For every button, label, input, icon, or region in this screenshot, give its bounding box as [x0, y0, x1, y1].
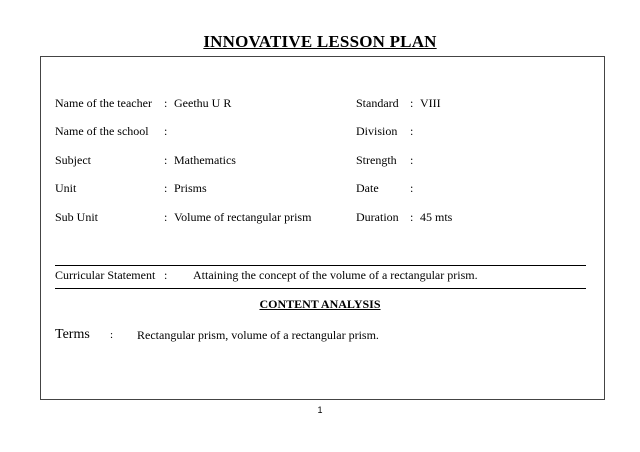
terms-label: Terms: [55, 327, 90, 342]
field-value: Prisms: [174, 181, 207, 195]
divider-top: [55, 265, 586, 266]
field-value-2: 45 mts: [420, 210, 453, 224]
field-label: Unit: [55, 181, 77, 195]
field-colon-2: :: [410, 153, 414, 167]
divider-bottom: [55, 288, 586, 289]
field-label-2: Strength: [356, 153, 397, 167]
field-label: Sub Unit: [55, 210, 99, 224]
page-number: 1: [317, 405, 323, 415]
field-label-2: Date: [356, 181, 379, 195]
field-colon: :: [164, 210, 168, 224]
field-colon-2: :: [410, 96, 414, 110]
field-colon-2: :: [410, 210, 414, 224]
field-colon: :: [164, 181, 168, 195]
curricular-label: Curricular Statement: [55, 268, 156, 282]
field-colon: :: [164, 124, 168, 138]
curricular-value: Attaining the concept of the volume of a rectangular prism.: [193, 268, 478, 282]
curricular-colon: :: [164, 268, 168, 282]
field-value: Mathematics: [174, 153, 236, 167]
field-label: Subject: [55, 153, 91, 167]
field-label-2: Duration: [356, 210, 399, 224]
field-colon: :: [164, 96, 168, 110]
content-analysis-heading: CONTENT ANALYSIS: [259, 297, 381, 311]
field-label: Name of the teacher: [55, 96, 152, 110]
field-label-2: Division: [356, 124, 398, 138]
field-value: Geethu U R: [174, 96, 232, 110]
terms-value: Rectangular prism, volume of a rectangular prism.: [137, 328, 379, 342]
terms-colon: :: [110, 329, 114, 341]
field-value: Volume of rectangular prism: [174, 210, 312, 224]
field-colon: :: [164, 153, 168, 167]
document-title: INNOVATIVE LESSON PLAN: [203, 32, 437, 51]
field-label: Name of the school: [55, 124, 149, 138]
field-colon-2: :: [410, 124, 414, 138]
field-colon-2: :: [410, 181, 414, 195]
field-label-2: Standard: [356, 96, 399, 110]
field-value-2: VIII: [420, 96, 441, 110]
